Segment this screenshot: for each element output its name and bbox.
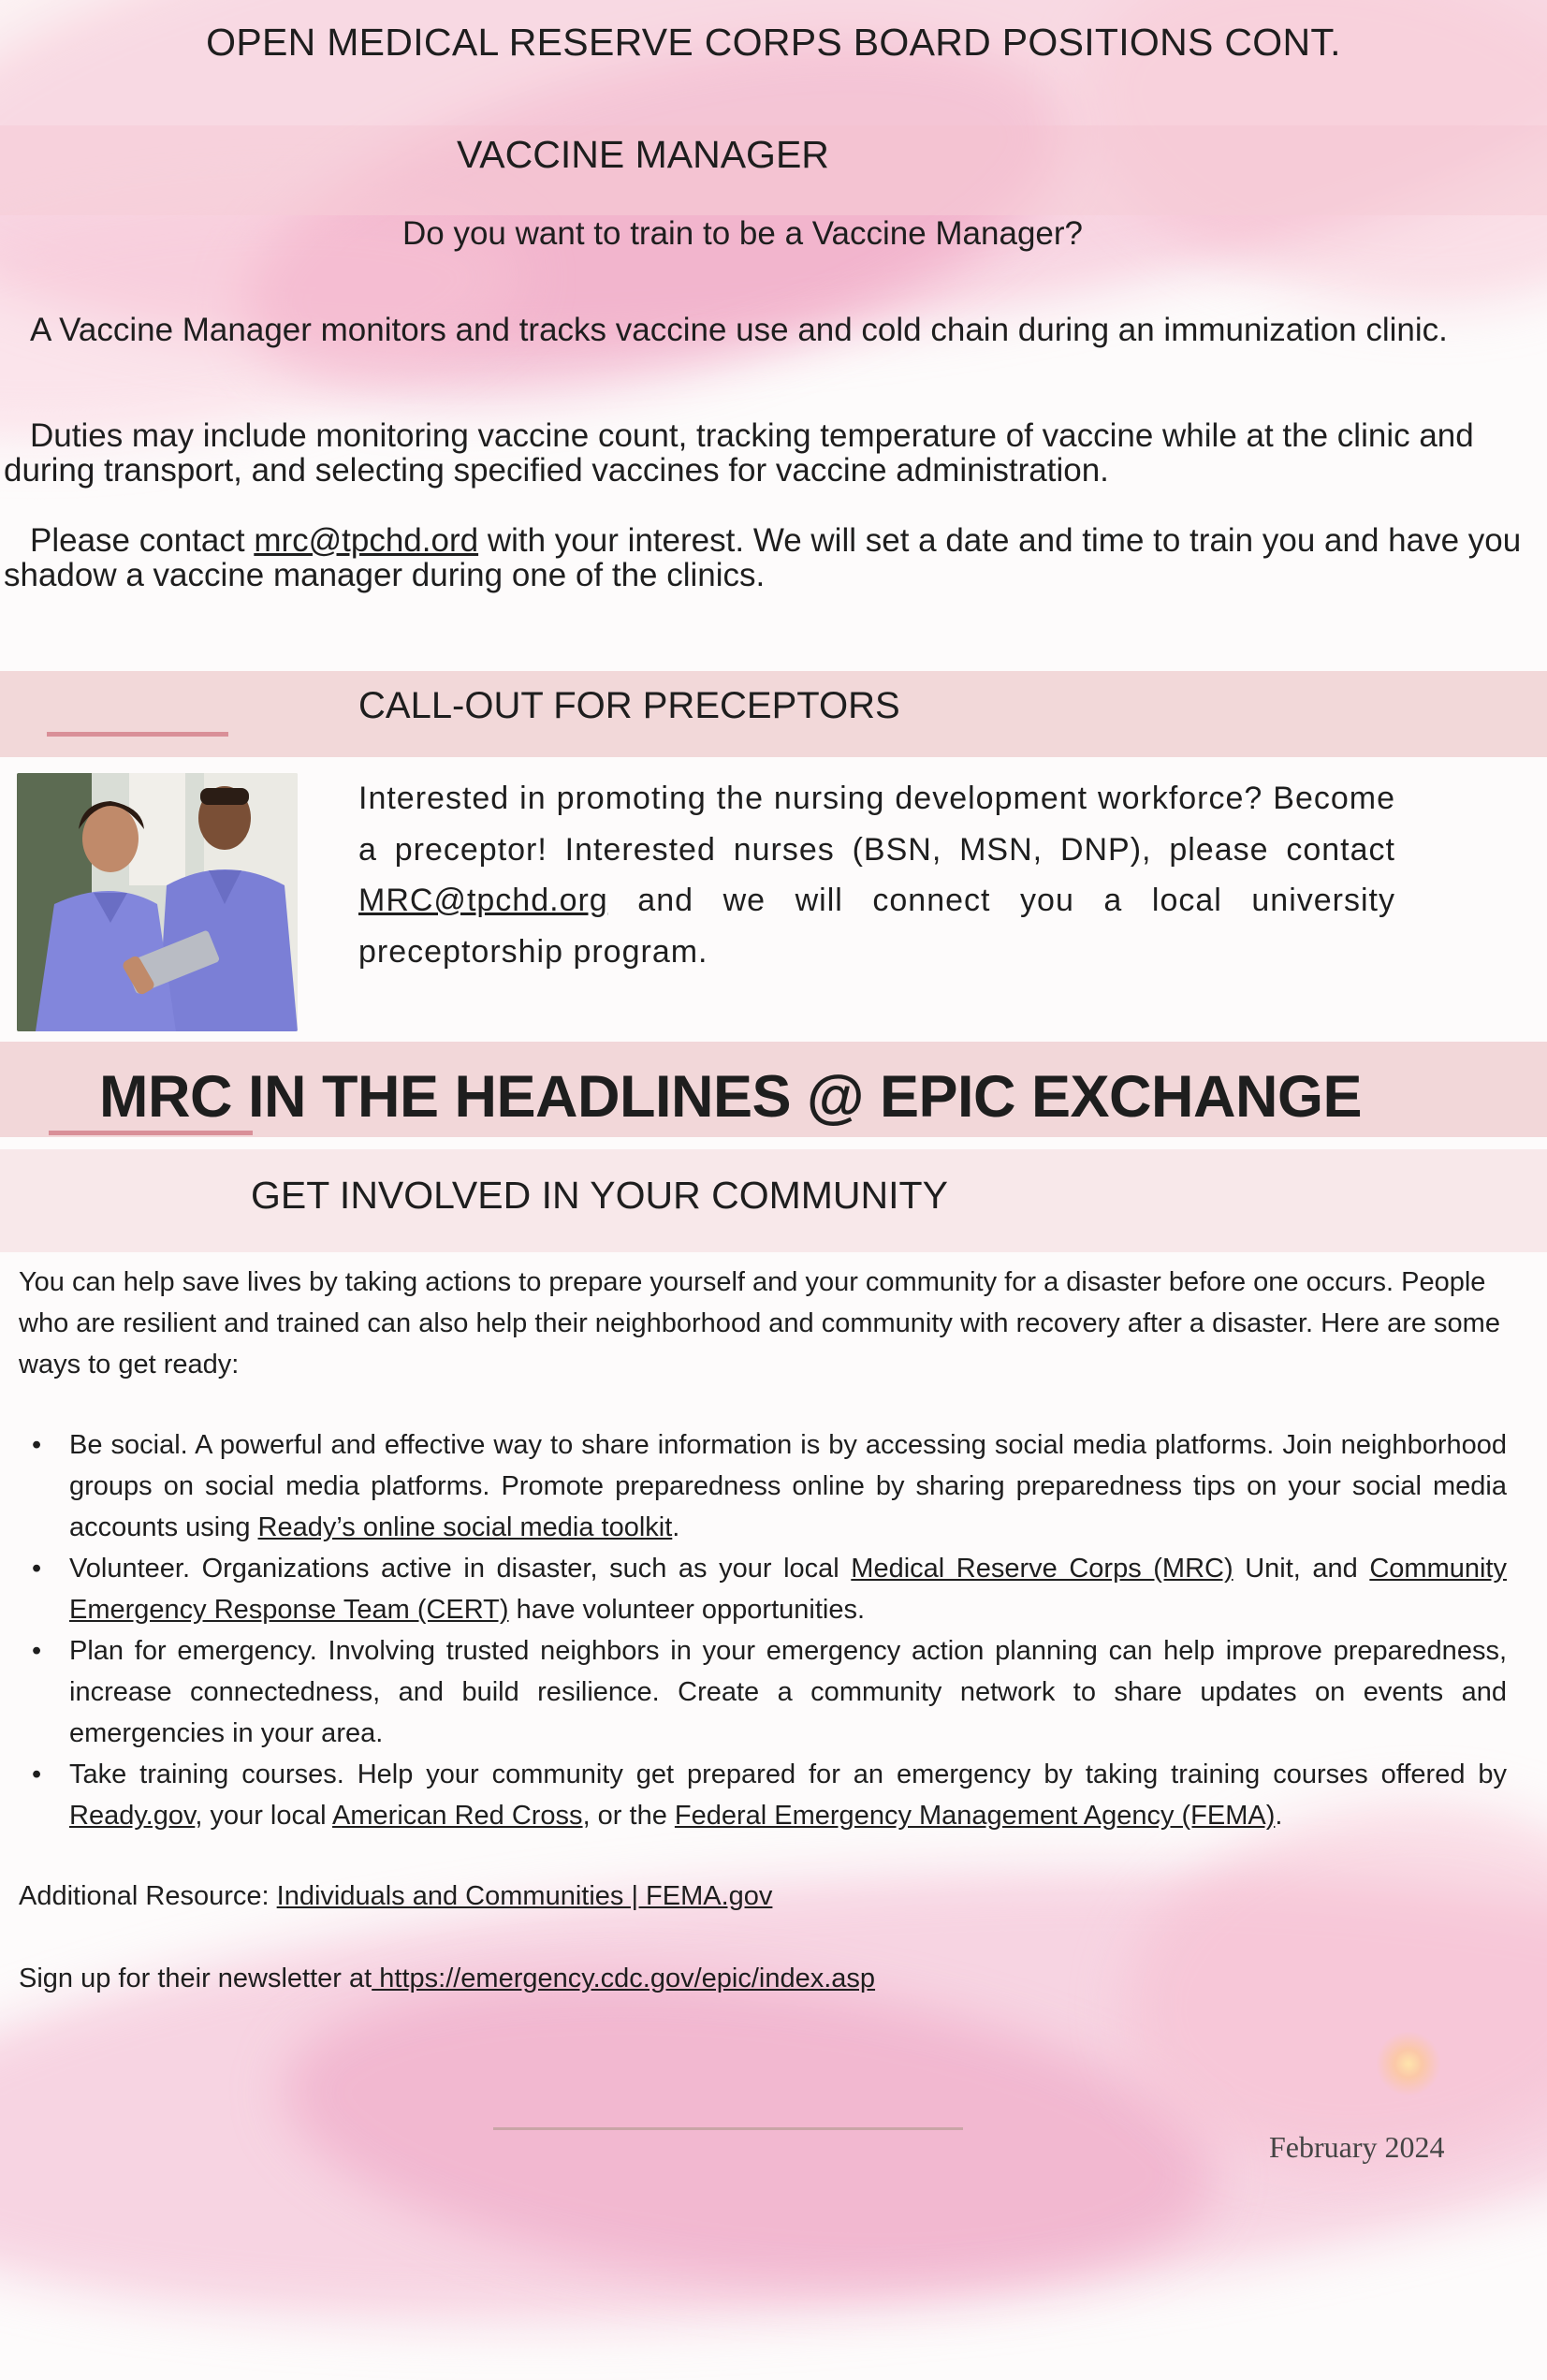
community-intro: You can help save lives by taking actions to prepare yourself and your community for a disaster before one occurs. People who are resilient and trained can also help their neighborhood and community with recovery after a disaster. Here are some ways to get ready: — [19, 1267, 1500, 1380]
ways-to-get-ready-list — [28, 1424, 1507, 1836]
additional-resource — [19, 1876, 1505, 1917]
bullet-end: . — [672, 1512, 680, 1542]
contact-text-after: with your interest. We will set a date and time to train you and have you shadow a vaccine manager during one of the clinics. — [4, 522, 1522, 593]
list-item-volunteer — [28, 1548, 1507, 1630]
page-title: OPEN MEDICAL RESERVE CORPS BOARD POSITIONS CONT. — [206, 21, 1341, 64]
bullet-text-mid: , or the — [582, 1801, 675, 1831]
vaccine-manager-question: Do you want to train to be a Vaccine Manager? — [402, 215, 1084, 252]
footer-rule — [493, 2127, 963, 2130]
nurses-photo — [17, 773, 298, 1031]
epic-newsletter-link[interactable]: https://emergency.cdc.gov/epic/index.asp — [372, 1964, 876, 1993]
bullet-text: Take training courses. Help your community get prepared for an emergency by taking training courses offered by — [69, 1759, 1507, 1789]
preceptors-description — [358, 773, 1395, 977]
cert-link[interactable]: Community Emergency Response Team (CERT) — [69, 1554, 1507, 1625]
preceptors-text-after: and we will connect you a local university preceptorship program. — [358, 883, 1395, 970]
vaccine-manager-description — [4, 313, 1539, 347]
ready-gov-link[interactable]: Ready.gov — [69, 1801, 196, 1831]
headlines-accent-rule — [49, 1131, 253, 1135]
vaccine-manager-heading: VACCINE MANAGER — [457, 133, 829, 176]
bullet-end: have volunteer opportunities. — [508, 1595, 866, 1625]
preceptors-heading: CALL-OUT FOR PRECEPTORS — [358, 685, 900, 726]
bullet-icon: • — [32, 1430, 42, 1460]
bullet-text-mid: Unit, and — [1233, 1554, 1370, 1584]
fema-individuals-link[interactable]: Individuals and Communities | FEMA.gov — [276, 1881, 773, 1911]
bullet-text: Plan for emergency. Involving trusted neighbors in your emergency action planning can help improve preparedness, increase connectedness, and build resilience. Create a community network to share updates on events and emergencies in your area. — [69, 1636, 1507, 1748]
contact-text-before: Please contact — [30, 522, 255, 559]
ready-social-media-toolkit-link[interactable]: Ready’s online social media toolkit — [257, 1512, 673, 1542]
newsletter-signup — [19, 1958, 1505, 1999]
community-heading: GET INVOLVED IN YOUR COMMUNITY — [251, 1174, 948, 1217]
mrc-link[interactable]: Medical Reserve Corps (MRC) — [851, 1554, 1233, 1584]
bullet-text: Be social. A powerful and effective way to share information is by accessing social media platforms. Join neighborhood groups on social media platforms. Promote preparedness online by sharing preparedness tips on your social media accounts using — [69, 1430, 1507, 1542]
vaccine-contact-email-link[interactable]: mrc@tpchd.ord — [254, 522, 479, 559]
bullet-text-mid: , your local — [195, 1801, 333, 1831]
list-item-plan — [28, 1630, 1507, 1754]
preceptor-contact-email-link[interactable]: MRC@tpchd.org — [358, 883, 608, 918]
vaccine-manager-description-text: A Vaccine Manager monitors and tracks vaccine use and cold chain during an immunization clinic. — [30, 312, 1448, 348]
fema-link[interactable]: Federal Emergency Management Agency (FEMA) — [674, 1801, 1276, 1831]
preceptors-text-before: Interested in promoting the nursing development workforce? Become a preceptor! Interested nurses (BSN, MSN, DNP), please contact — [358, 781, 1395, 868]
sparkle-decoration — [1376, 2031, 1441, 2096]
resource-label: Additional Resource: — [19, 1881, 277, 1911]
footer-date: February 2024 — [1269, 2130, 1445, 2164]
headlines-heading: MRC IN THE HEADLINES @ EPIC EXCHANGE — [99, 1064, 1363, 1130]
bullet-text: Volunteer. Organizations active in disaster, such as your local — [69, 1554, 852, 1584]
red-cross-link[interactable]: American Red Cross — [332, 1801, 583, 1831]
vaccine-manager-duties — [4, 418, 1539, 488]
bullet-icon: • — [32, 1554, 42, 1584]
list-item-training — [28, 1754, 1507, 1836]
bullet-icon: • — [32, 1636, 42, 1666]
vaccine-manager-duties-text: Duties may include monitoring vaccine count, tracking temperature of vaccine while at the clinic and during transport, and selecting specified vaccines for vaccine administration. — [4, 417, 1474, 489]
bullet-end: . — [1275, 1801, 1283, 1831]
bullet-icon: • — [32, 1759, 42, 1789]
list-item-be-social — [28, 1424, 1507, 1548]
preceptor-accent-rule — [47, 732, 228, 737]
signup-label: Sign up for their newsletter at — [19, 1964, 372, 1993]
vaccine-manager-contact — [4, 523, 1539, 592]
